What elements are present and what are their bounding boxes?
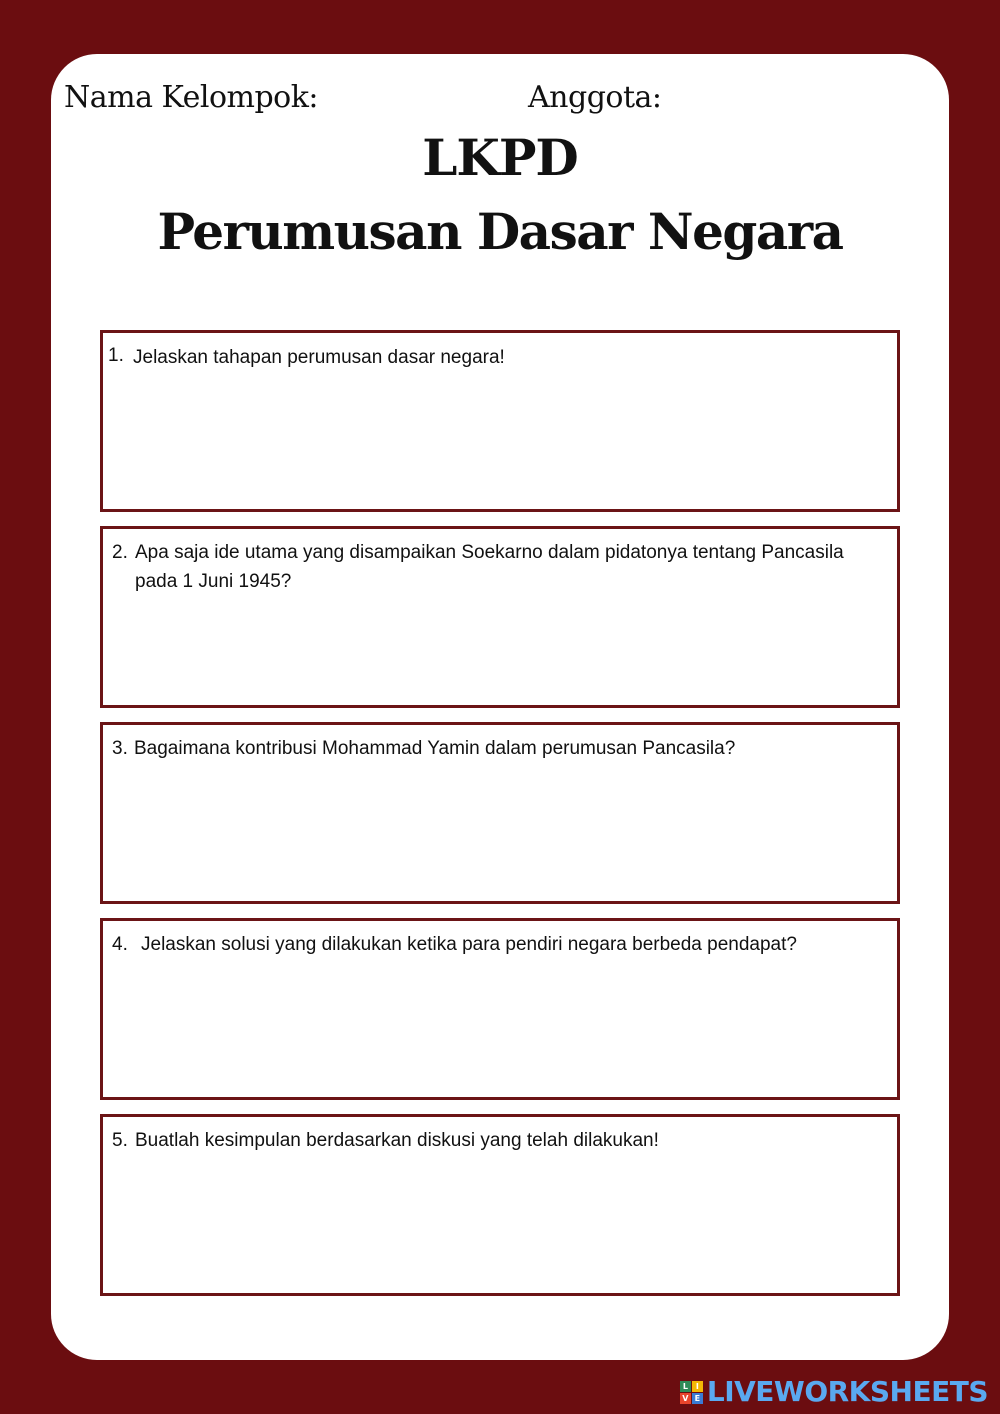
question-3-number: 3.	[112, 738, 128, 759]
question-3-answer-box[interactable]	[100, 722, 900, 904]
liveworksheets-watermark	[680, 1375, 988, 1408]
liveworksheets-logo-icon	[680, 1381, 703, 1404]
question-3-text: Bagaimana kontribusi Mohammad Yamin dalam perumusan Pancasila?	[134, 738, 736, 759]
logo-letter-e: E	[692, 1393, 703, 1404]
logo-letter-l: L	[680, 1381, 691, 1392]
question-5-text: Buatlah kesimpulan berdasarkan diskusi yang telah dilakukan!	[135, 1130, 659, 1151]
question-2-answer-box[interactable]	[100, 526, 900, 708]
question-4-text: Jelaskan solusi yang dilakukan ketika para pendiri negara berbeda pendapat?	[141, 934, 797, 955]
question-5-number: 5.	[112, 1130, 128, 1151]
question-4-number: 4.	[112, 934, 128, 955]
question-2-number: 2.	[112, 542, 128, 563]
question-1-answer-box[interactable]	[100, 330, 900, 512]
question-1-number: 1.	[108, 345, 124, 366]
members-label: Anggota:	[528, 80, 662, 115]
page-title: LKPD	[422, 128, 578, 187]
question-4-answer-box[interactable]	[100, 918, 900, 1100]
logo-letter-i: I	[692, 1381, 703, 1392]
logo-letter-v: V	[680, 1393, 691, 1404]
question-2-text-line-1: Apa saja ide utama yang disampaikan Soekarno dalam pidatonya tentang Pancasila	[135, 542, 844, 563]
page-subtitle: Perumusan Dasar Negara	[157, 202, 843, 261]
question-1-text: Jelaskan tahapan perumusan dasar negara!	[133, 347, 505, 368]
group-name-label: Nama Kelompok:	[64, 80, 319, 115]
question-5-answer-box[interactable]	[100, 1114, 900, 1296]
watermark-text: LIVEWORKSHEETS	[706, 1375, 988, 1408]
question-2-text-line-2: pada 1 Juni 1945?	[135, 571, 292, 592]
